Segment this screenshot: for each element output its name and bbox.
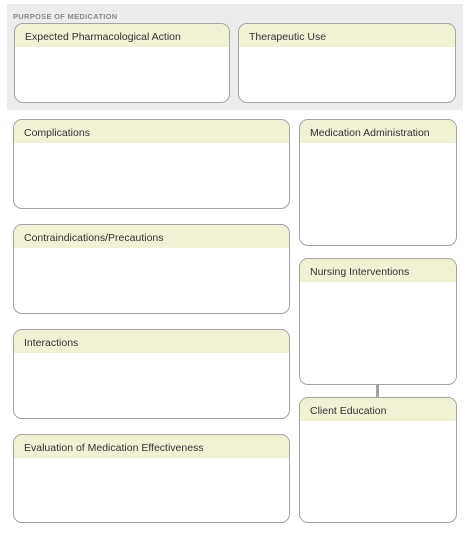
therapeutic-use-label: Therapeutic Use — [239, 24, 455, 47]
expected-pharmacological-action-box[interactable] — [14, 23, 230, 103]
evaluation-of-medication-effectiveness-box[interactable] — [13, 434, 290, 523]
expected-pharmacological-action-label: Expected Pharmacological Action — [15, 24, 229, 47]
therapeutic-use-box[interactable] — [238, 23, 456, 103]
evaluation-of-medication-effectiveness-label: Evaluation of Medication Effectiveness — [14, 435, 289, 458]
complications-box[interactable] — [13, 119, 290, 209]
client-education-box[interactable] — [299, 397, 457, 523]
nursing-interventions-label: Nursing Interventions — [300, 259, 456, 282]
contraindications-precautions-label: Contraindications/Precautions — [14, 225, 289, 248]
contraindications-precautions-box[interactable] — [13, 224, 290, 314]
client-education-label: Client Education — [300, 398, 456, 421]
interactions-label: Interactions — [14, 330, 289, 353]
nursing-interventions-box[interactable] — [299, 258, 457, 385]
interactions-box[interactable] — [13, 329, 290, 419]
medication-administration-box[interactable] — [299, 119, 457, 246]
complications-label: Complications — [14, 120, 289, 143]
medication-administration-label: Medication Administration — [300, 120, 456, 143]
purpose-title: PURPOSE OF MEDICATION — [13, 12, 118, 21]
connector-line — [376, 384, 379, 398]
